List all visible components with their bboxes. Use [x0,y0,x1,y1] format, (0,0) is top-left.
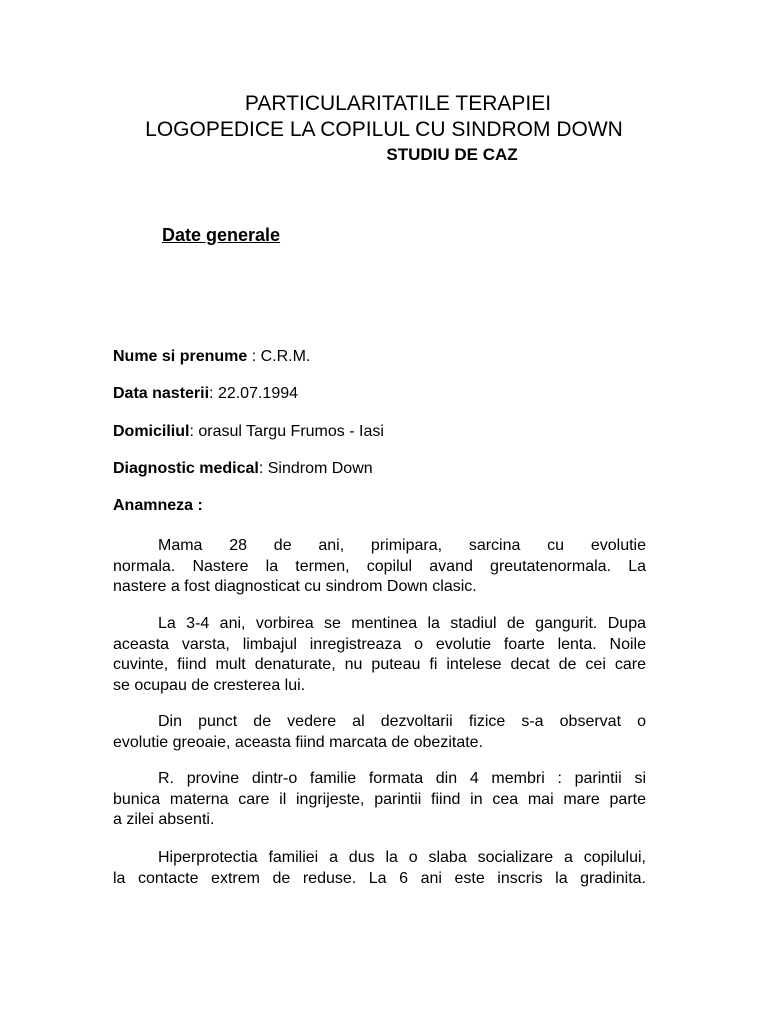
paragraph-line: nastere a fost diagnosticat cu sindrom Down clasic. [113,578,477,595]
paragraph-line: cuvinte, fiind mult denaturate, nu puteau fi intelese decat de cei care [113,656,646,673]
paragraph-line: R. provine dintr-o familie formata din 4 membri : parintii si [158,770,646,787]
paragraph-line: aceasta varsta, limbajul inregistreaza o evolutie foarte lenta. Noile [113,635,646,653]
field-value: : orasul Targu Frumos - Iasi [189,423,384,440]
paragraph [113,769,646,831]
paragraph-line: se ocupau de cresterea lui. [113,676,306,694]
paragraph [113,712,646,753]
field-value: : C.R.M. [247,348,311,365]
section-title: Date generale [162,225,281,245]
paragraph-line: Din punct de vedere al dezvoltarii fizice s-a observat o [158,713,646,730]
paragraph [113,536,646,598]
paragraph-line: Mama 28 de ani, primipara, sarcina cu evolutie [158,537,646,554]
paragraph-line: la contacte extrem de reduse. La 6 ani este inscris la gradinita. [113,869,646,887]
paragraph-line: Hiperprotectia familiei a dus la o slaba socializare a copilului, [158,849,646,866]
paragraph-line: bunica materna care il ingrijeste, parintii fiind in cea mai mare parte [113,790,646,808]
field-residence [113,423,384,441]
paragraph-line: La 3-4 ani, vorbirea se mentinea la stadiul de gangurit. Dupa [158,615,646,632]
paragraph-line: a zilei absenti. [113,811,215,828]
field-name [113,348,310,366]
paragraph-line: normala. Nastere la termen, copilul avand greutatenormala. La [113,557,646,575]
field-value: : 22.07.1994 [209,385,299,402]
title-line-2: LOGOPEDICE LA COPILUL CU SINDROM DOWN [145,118,623,141]
anamneza-heading: Anamneza : [113,497,203,514]
field-label: Diagnostic medical [113,460,259,477]
field-label: Domiciliul [113,423,190,440]
field-label: Nume si prenume [113,348,248,365]
subtitle: STUDIU DE CAZ [386,145,518,164]
field-birth-date [113,385,298,403]
paragraph [113,848,646,889]
field-value: : Sindrom Down [258,460,373,477]
field-label: Data nasterii [113,385,210,402]
field-diagnosis [113,460,373,478]
paragraph-line: evolutie greoaie, aceasta fiind marcata de obezitate. [113,733,484,751]
title-line-1: PARTICULARITATILE TERAPIEI [244,92,552,115]
paragraph [113,614,646,696]
